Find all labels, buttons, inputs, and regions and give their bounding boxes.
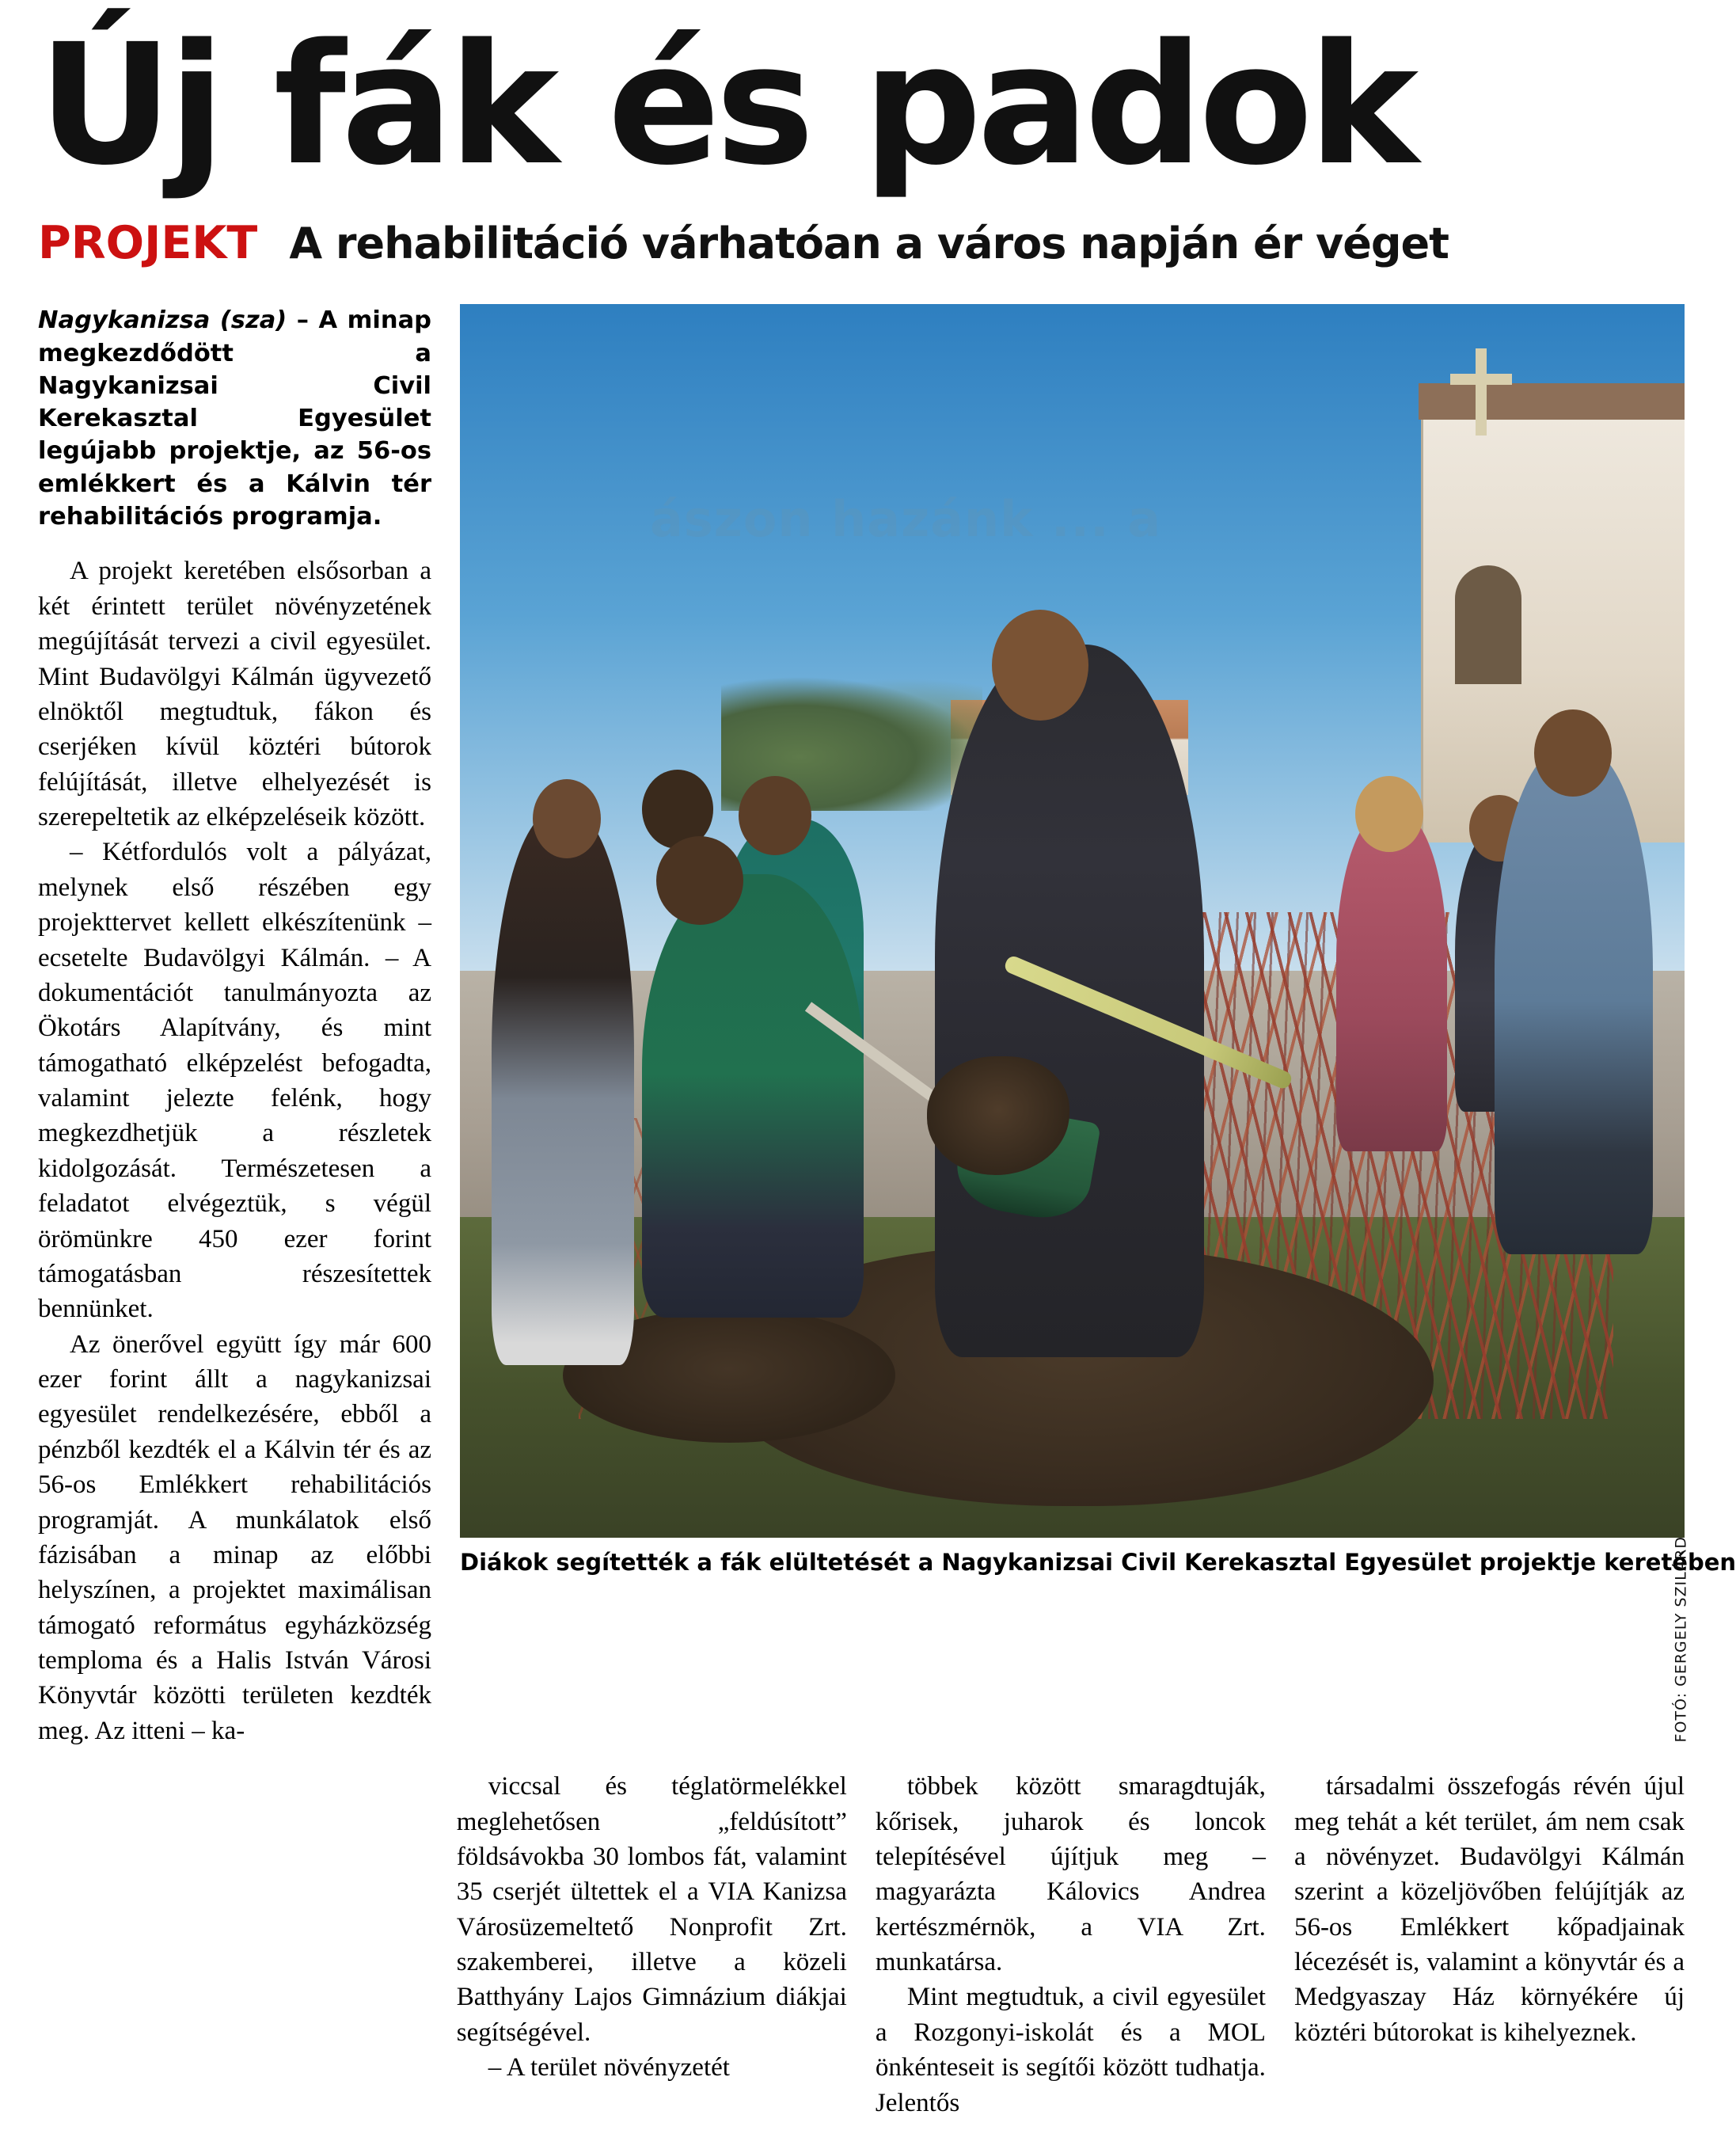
top-block <box>38 304 1736 1748</box>
photo-credit: FOTÓ: GERGELY SZILÁRD <box>1672 1536 1689 1743</box>
photo-block <box>460 304 1736 1748</box>
lead-place: Nagykanizsa <box>38 306 211 335</box>
column-1-continuation-spacer <box>38 1769 457 2120</box>
column-3 <box>876 1769 1266 2120</box>
person-head <box>533 779 601 858</box>
person-figure <box>492 811 634 1365</box>
person-head <box>992 610 1088 721</box>
subhead-text: A rehabilitáció várhatóan a város napján ér véget <box>289 219 1449 269</box>
lead-text: – A minap megkezdődött a Nagykanizsai Civil Kerekasztal Egyesület legújabb projektje, az 56-os emlékkert és a Kálvin tér rehabilitációs programja. <box>38 306 431 531</box>
photo-caption: Diákok segítették a fák elültetését a Nagykanizsai Civil Kerekasztal Egyesület projektje keretében <box>460 1549 1736 1577</box>
newspaper-page <box>0 8 1736 2130</box>
person-figure <box>1495 747 1653 1254</box>
lead-byline: (sza) <box>219 306 287 335</box>
paragraph: többek között smaragdtuják, kőrisek, juharok és loncok telepítésével újítjuk meg – magyarázta Kálovics Andrea kertészmérnök, a VIA Zrt. munkatársa. <box>875 1772 1266 1976</box>
paragraph: – Kétfordulós volt a pályázat, melynek első részében egy projekttervet kellett elkészítenünk – ecsetelte Budavölgyi Kálmán. – A dokumentációt tanulmányozta az Ökotárs Alapítvány, és mint támogatható elképzelést befogadta, valamint jelezte felénk, hogy megkezdhetjük a részletek kidolgozását. Természetesen a feladatot elvégeztük, s végül örömünkre 450 ezer forint támogatásban részesítettek bennünket. <box>38 838 431 1324</box>
photo-background-text: ászon hazánk ... a <box>650 490 1162 549</box>
paragraph: Mint megtudtuk, a civil egyesület a Rozgonyi-iskolát és a MOL önkénteseit is segítői között tudhatja. Jelentős <box>875 1983 1266 2117</box>
kicker-label: PROJEKT <box>38 217 258 270</box>
column-1 <box>38 304 431 1748</box>
paragraph: – A terület növényzetét <box>488 2053 730 2082</box>
person-figure-main <box>935 645 1204 1357</box>
lead-paragraph <box>38 304 431 533</box>
person-head <box>739 776 811 855</box>
person-head <box>1355 776 1423 852</box>
cross-icon <box>1476 348 1487 436</box>
paragraph: társadalmi összefogás révén újul meg tehát a két terület, ám nem csak a növényzet. Budavölgyi Kálmán szerint a közeljövőben felújítják az 56-os Emlékkert kőpadjainak lécezését is, valamint a könyvtár és a Medgyaszay Ház környékére új köztéri bútorokat is kihelyeznek. <box>1293 1772 1685 2047</box>
person-figure <box>642 874 864 1318</box>
person-head <box>1534 709 1612 797</box>
subhead-row <box>38 217 1717 269</box>
paragraph: viccsal és téglatörmelékkel meglehetősen „feldúsított” földsávokba 30 lombos fát, valamint 35 cserjét ültettek el a VIA Kanizsa Városüzemeltető Nonprofit Zrt. szakemberei, illetve a közeli Batthyány Lajos Gimnázium diákjai segítségével. <box>456 1772 847 2047</box>
person-figure <box>1336 811 1447 1151</box>
column-4 <box>1294 1769 1685 2120</box>
column-2 <box>457 1769 847 2120</box>
church-roof <box>1419 383 1685 420</box>
church-arch <box>1455 565 1521 684</box>
paragraph: A projekt keretében elsősorban a két érintett terület növényzetének megújítását tervezi a civil egyesület. Mint Budavölgyi Kálmán ügyvezető elnöktől megtudtuk, fákon és cserjéken kívül köztéri bútorok felújítását, illetve elhelyezését is szerepeltetik az elképzeléseik között. <box>38 557 431 831</box>
page-title: Új fák és padok <box>38 8 1415 202</box>
bottom-columns <box>38 1769 1685 2120</box>
paragraph: Az önerővel együtt így már 600 ezer forint állt a nagykanizsai egyesület rendelkezésére, ebből a pénzből kezdték el a Kálvin tér és az 56-os Emlékkert rehabilitációs programját. A munkálatok első fázisában a minap az előbbi helyszínen, a projektet maximálisan támogató református egyházközség temploma és a Halis István Városi Könyvtár közötti területen kezdték meg. Az itteni – ka- <box>38 1329 431 1745</box>
person-head <box>656 836 743 925</box>
